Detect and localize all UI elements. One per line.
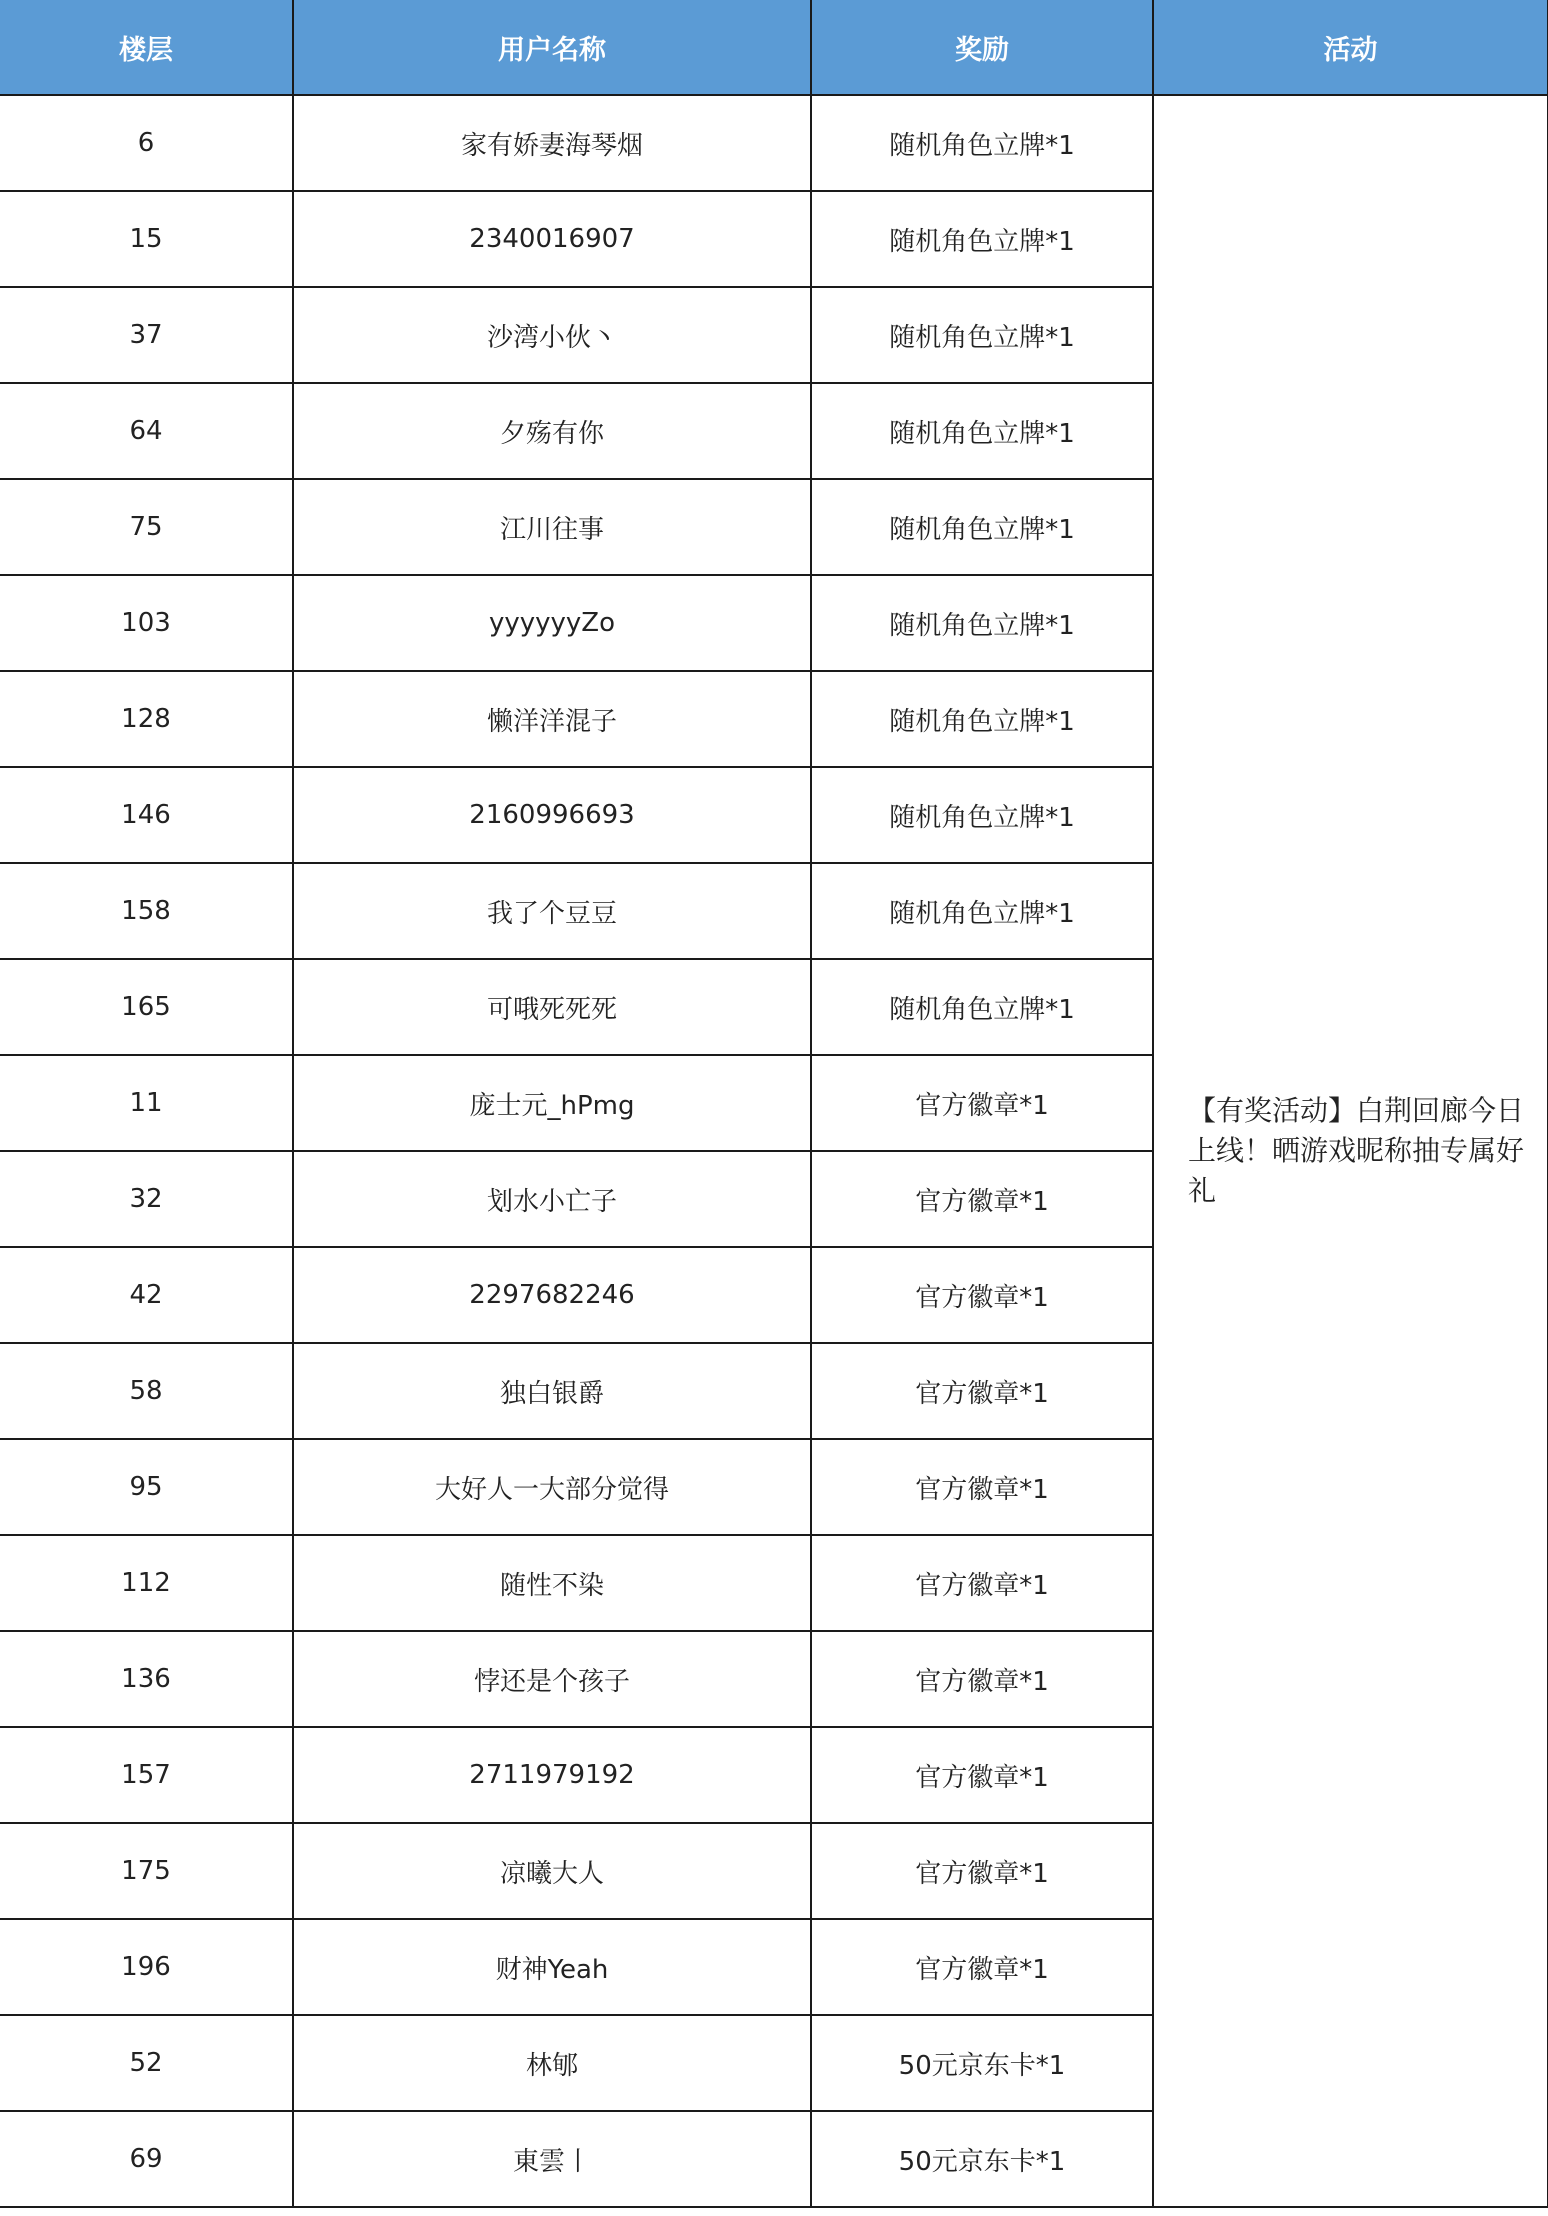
username-cell: 夕殇有你	[293, 383, 811, 479]
table-row	[0, 95, 1548, 191]
floor-cell: 196	[0, 1919, 293, 2015]
username-cell: 凉曦大人	[293, 1823, 811, 1919]
floor-cell: 11	[0, 1055, 293, 1151]
floor-cell: 95	[0, 1439, 293, 1535]
header-activity: 活动	[1153, 0, 1548, 95]
floor-cell: 157	[0, 1727, 293, 1823]
floor-cell: 103	[0, 575, 293, 671]
floor-cell: 37	[0, 287, 293, 383]
activity-cell: 【有奖活动】白荆回廊今日上线！晒游戏昵称抽专属好礼	[1153, 95, 1548, 2207]
reward-cell: 官方徽章*1	[811, 1055, 1153, 1151]
username-cell: 江川往事	[293, 479, 811, 575]
floor-cell: 32	[0, 1151, 293, 1247]
reward-cell: 官方徽章*1	[811, 1535, 1153, 1631]
username-cell: 2340016907	[293, 191, 811, 287]
floor-cell: 58	[0, 1343, 293, 1439]
username-cell: 随性不染	[293, 1535, 811, 1631]
username-cell: 家有娇妻海琴烟	[293, 95, 811, 191]
floor-cell: 64	[0, 383, 293, 479]
username-cell: 林郇	[293, 2015, 811, 2111]
header-reward: 奖励	[811, 0, 1153, 95]
floor-cell: 146	[0, 767, 293, 863]
username-cell: 庞士元_hPmg	[293, 1055, 811, 1151]
reward-cell: 官方徽章*1	[811, 1439, 1153, 1535]
reward-cell: 随机角色立牌*1	[811, 767, 1153, 863]
floor-cell: 112	[0, 1535, 293, 1631]
header-floor: 楼层	[0, 0, 293, 95]
floor-cell: 128	[0, 671, 293, 767]
header-row	[0, 0, 1548, 95]
username-cell: 2297682246	[293, 1247, 811, 1343]
reward-cell: 随机角色立牌*1	[811, 95, 1153, 191]
reward-cell: 50元京东卡*1	[811, 2015, 1153, 2111]
reward-cell: 随机角色立牌*1	[811, 191, 1153, 287]
floor-cell: 158	[0, 863, 293, 959]
reward-cell: 官方徽章*1	[811, 1631, 1153, 1727]
reward-cell: 随机角色立牌*1	[811, 575, 1153, 671]
table-body	[0, 95, 1548, 2207]
reward-cell: 官方徽章*1	[811, 1823, 1153, 1919]
reward-cell: 随机角色立牌*1	[811, 383, 1153, 479]
username-cell: 可哦死死死	[293, 959, 811, 1055]
table-header	[0, 0, 1548, 95]
reward-cell: 官方徽章*1	[811, 1247, 1153, 1343]
username-cell: 東雲丨	[293, 2111, 811, 2207]
floor-cell: 165	[0, 959, 293, 1055]
username-cell: 财神Yeah	[293, 1919, 811, 2015]
floor-cell: 175	[0, 1823, 293, 1919]
header-username: 用户名称	[293, 0, 811, 95]
floor-cell: 6	[0, 95, 293, 191]
floor-cell: 75	[0, 479, 293, 575]
floor-cell: 15	[0, 191, 293, 287]
floor-cell: 42	[0, 1247, 293, 1343]
username-cell: 划水小亡子	[293, 1151, 811, 1247]
reward-cell: 官方徽章*1	[811, 1151, 1153, 1247]
username-cell: 2160996693	[293, 767, 811, 863]
floor-cell: 69	[0, 2111, 293, 2207]
reward-cell: 随机角色立牌*1	[811, 479, 1153, 575]
reward-cell: 随机角色立牌*1	[811, 287, 1153, 383]
floor-cell: 136	[0, 1631, 293, 1727]
reward-cell: 50元京东卡*1	[811, 2111, 1153, 2207]
username-cell: 懒洋洋混子	[293, 671, 811, 767]
username-cell: 独白银爵	[293, 1343, 811, 1439]
username-cell: 2711979192	[293, 1727, 811, 1823]
reward-cell: 官方徽章*1	[811, 1919, 1153, 2015]
reward-cell: 随机角色立牌*1	[811, 959, 1153, 1055]
reward-cell: 随机角色立牌*1	[811, 671, 1153, 767]
reward-cell: 官方徽章*1	[811, 1727, 1153, 1823]
username-cell: 我了个豆豆	[293, 863, 811, 959]
username-cell: 沙湾小伙丶	[293, 287, 811, 383]
username-cell: 悖还是个孩子	[293, 1631, 811, 1727]
floor-cell: 52	[0, 2015, 293, 2111]
username-cell: yyyyyyZo	[293, 575, 811, 671]
reward-cell: 随机角色立牌*1	[811, 863, 1153, 959]
reward-cell: 官方徽章*1	[811, 1343, 1153, 1439]
username-cell: 大好人一大部分觉得	[293, 1439, 811, 1535]
